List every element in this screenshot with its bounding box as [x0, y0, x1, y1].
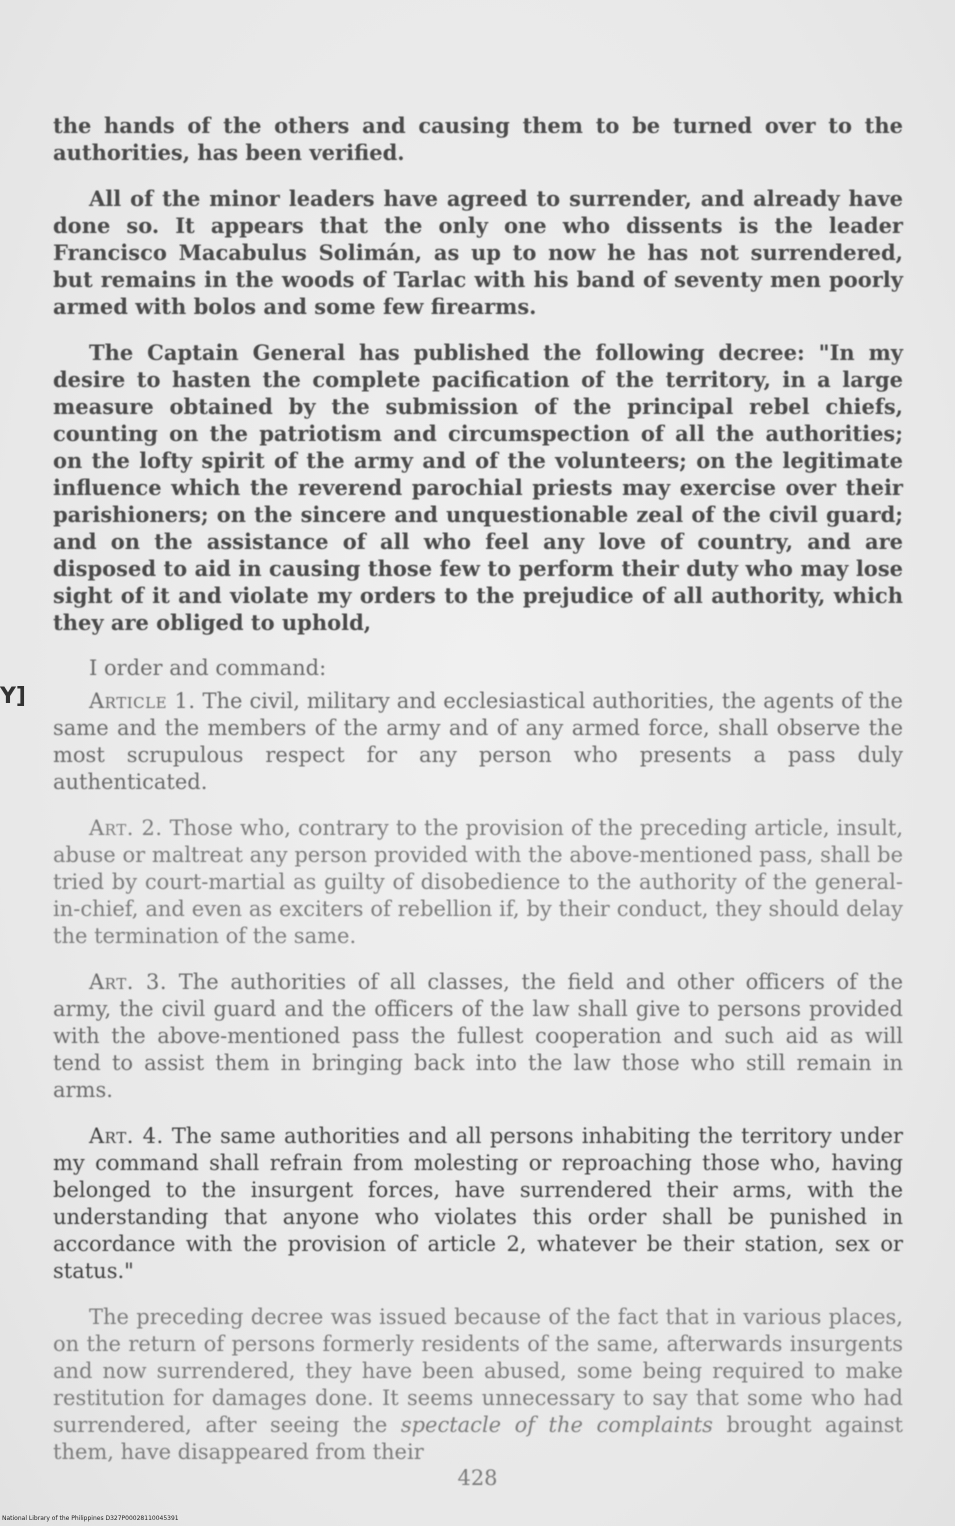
paragraph-1: the hands of the others and causing them to be turned over to the authorities, has been verified.: [53, 113, 903, 165]
paragraph-9-emphasis: spectacle of the complaints: [400, 1413, 713, 1437]
article-1-label: Article 1.: [89, 689, 196, 713]
article-2-label: Art. 2.: [89, 816, 163, 840]
paragraph-9-end: brought against them, have disappeared from their: [53, 1413, 903, 1464]
article-4-text: The same authorities and all persons inhabiting the territory under my command shall refrain from molesting or reproaching those who, having belonged to the insurgent forces, have surrendered their arms, with the understanding that anyone who violates this order shall be punished in accordance with the provision of article 2, whatever be their station, sex or status.": [53, 1124, 903, 1283]
article-4-label: Art. 4.: [89, 1124, 164, 1148]
paragraph-9: [53, 1304, 903, 1466]
article-2-text: Those who, contrary to the provision of the preceding article, insult, abuse or maltreat any person provided with the above-mentioned pass, shall be tried by court-martial as guilty of disobedience to the authority of the general-in-chief, and even as exciters of rebellion if, by their conduct, they should delay the termination of the same.: [53, 816, 903, 948]
paragraph-2: All of the minor leaders have agreed to surrender, and already have done so. It appears that the only one who dissents is the leader Francisco Macabulus Solimán, as up to now he has not surrendered, but remains in the woods of Tarlac with his band of seventy men poorly armed with bolos and some few firearms.: [53, 186, 903, 319]
margin-mark: Y]: [0, 684, 26, 709]
article-3: [53, 969, 903, 1104]
article-2: [53, 815, 903, 950]
body-text: [53, 112, 903, 1485]
paragraph-4: I order and command:: [89, 656, 327, 680]
paragraph-3: The Captain General has published the following decree: "In my desire to hasten the complete pacification of the territory, in a large measure obtained by the submission of the principal rebel chiefs, counting on the patriotism and circumspection of all the authorities; on the lofty spirit of the army and of the volunteers; on the legitimate influence which the reverend parochial priests may exercise over their parishioners; on the sincere and unquestionable zeal of the civil guard; and on the assistance of all who feel any love of country, and are disposed to aid in causing those few to perform their duty who may lose sight of it and violate my orders to the prejudice of all authority, which they are obliged to uphold,: [53, 340, 903, 635]
paragraph-9-start: The preceding decree was issued because of the fact that in various places, on the return of persons formerly residents of the same, afterwards insurgents and now surrendered, they have been abused, some being required to make restitution for damages done. It seems unnecessary to say that some who had surrendered, after seeing the: [53, 1305, 903, 1437]
article-3-label: Art. 3.: [89, 970, 168, 994]
article-4: [53, 1123, 903, 1285]
archive-footer: National Library of the Philippines D327P00028110045391: [2, 1515, 179, 1522]
article-3-text: The authorities of all classes, the field and other officers of the army, the civil guard and the officers of the law shall give to persons provided with the above-mentioned pass the fullest cooperation and such aid as will tend to assist them in bringing back into the law those who still remain in arms.: [53, 970, 903, 1102]
article-1-text: The civil, military and ecclesiastical authorities, the agents of the same and the members of the army and of any armed force, shall observe the most scrupulous respect for any person who presents a pass duly authenticated.: [53, 689, 903, 794]
page-number: 428: [457, 1466, 498, 1490]
article-1: [53, 688, 903, 796]
